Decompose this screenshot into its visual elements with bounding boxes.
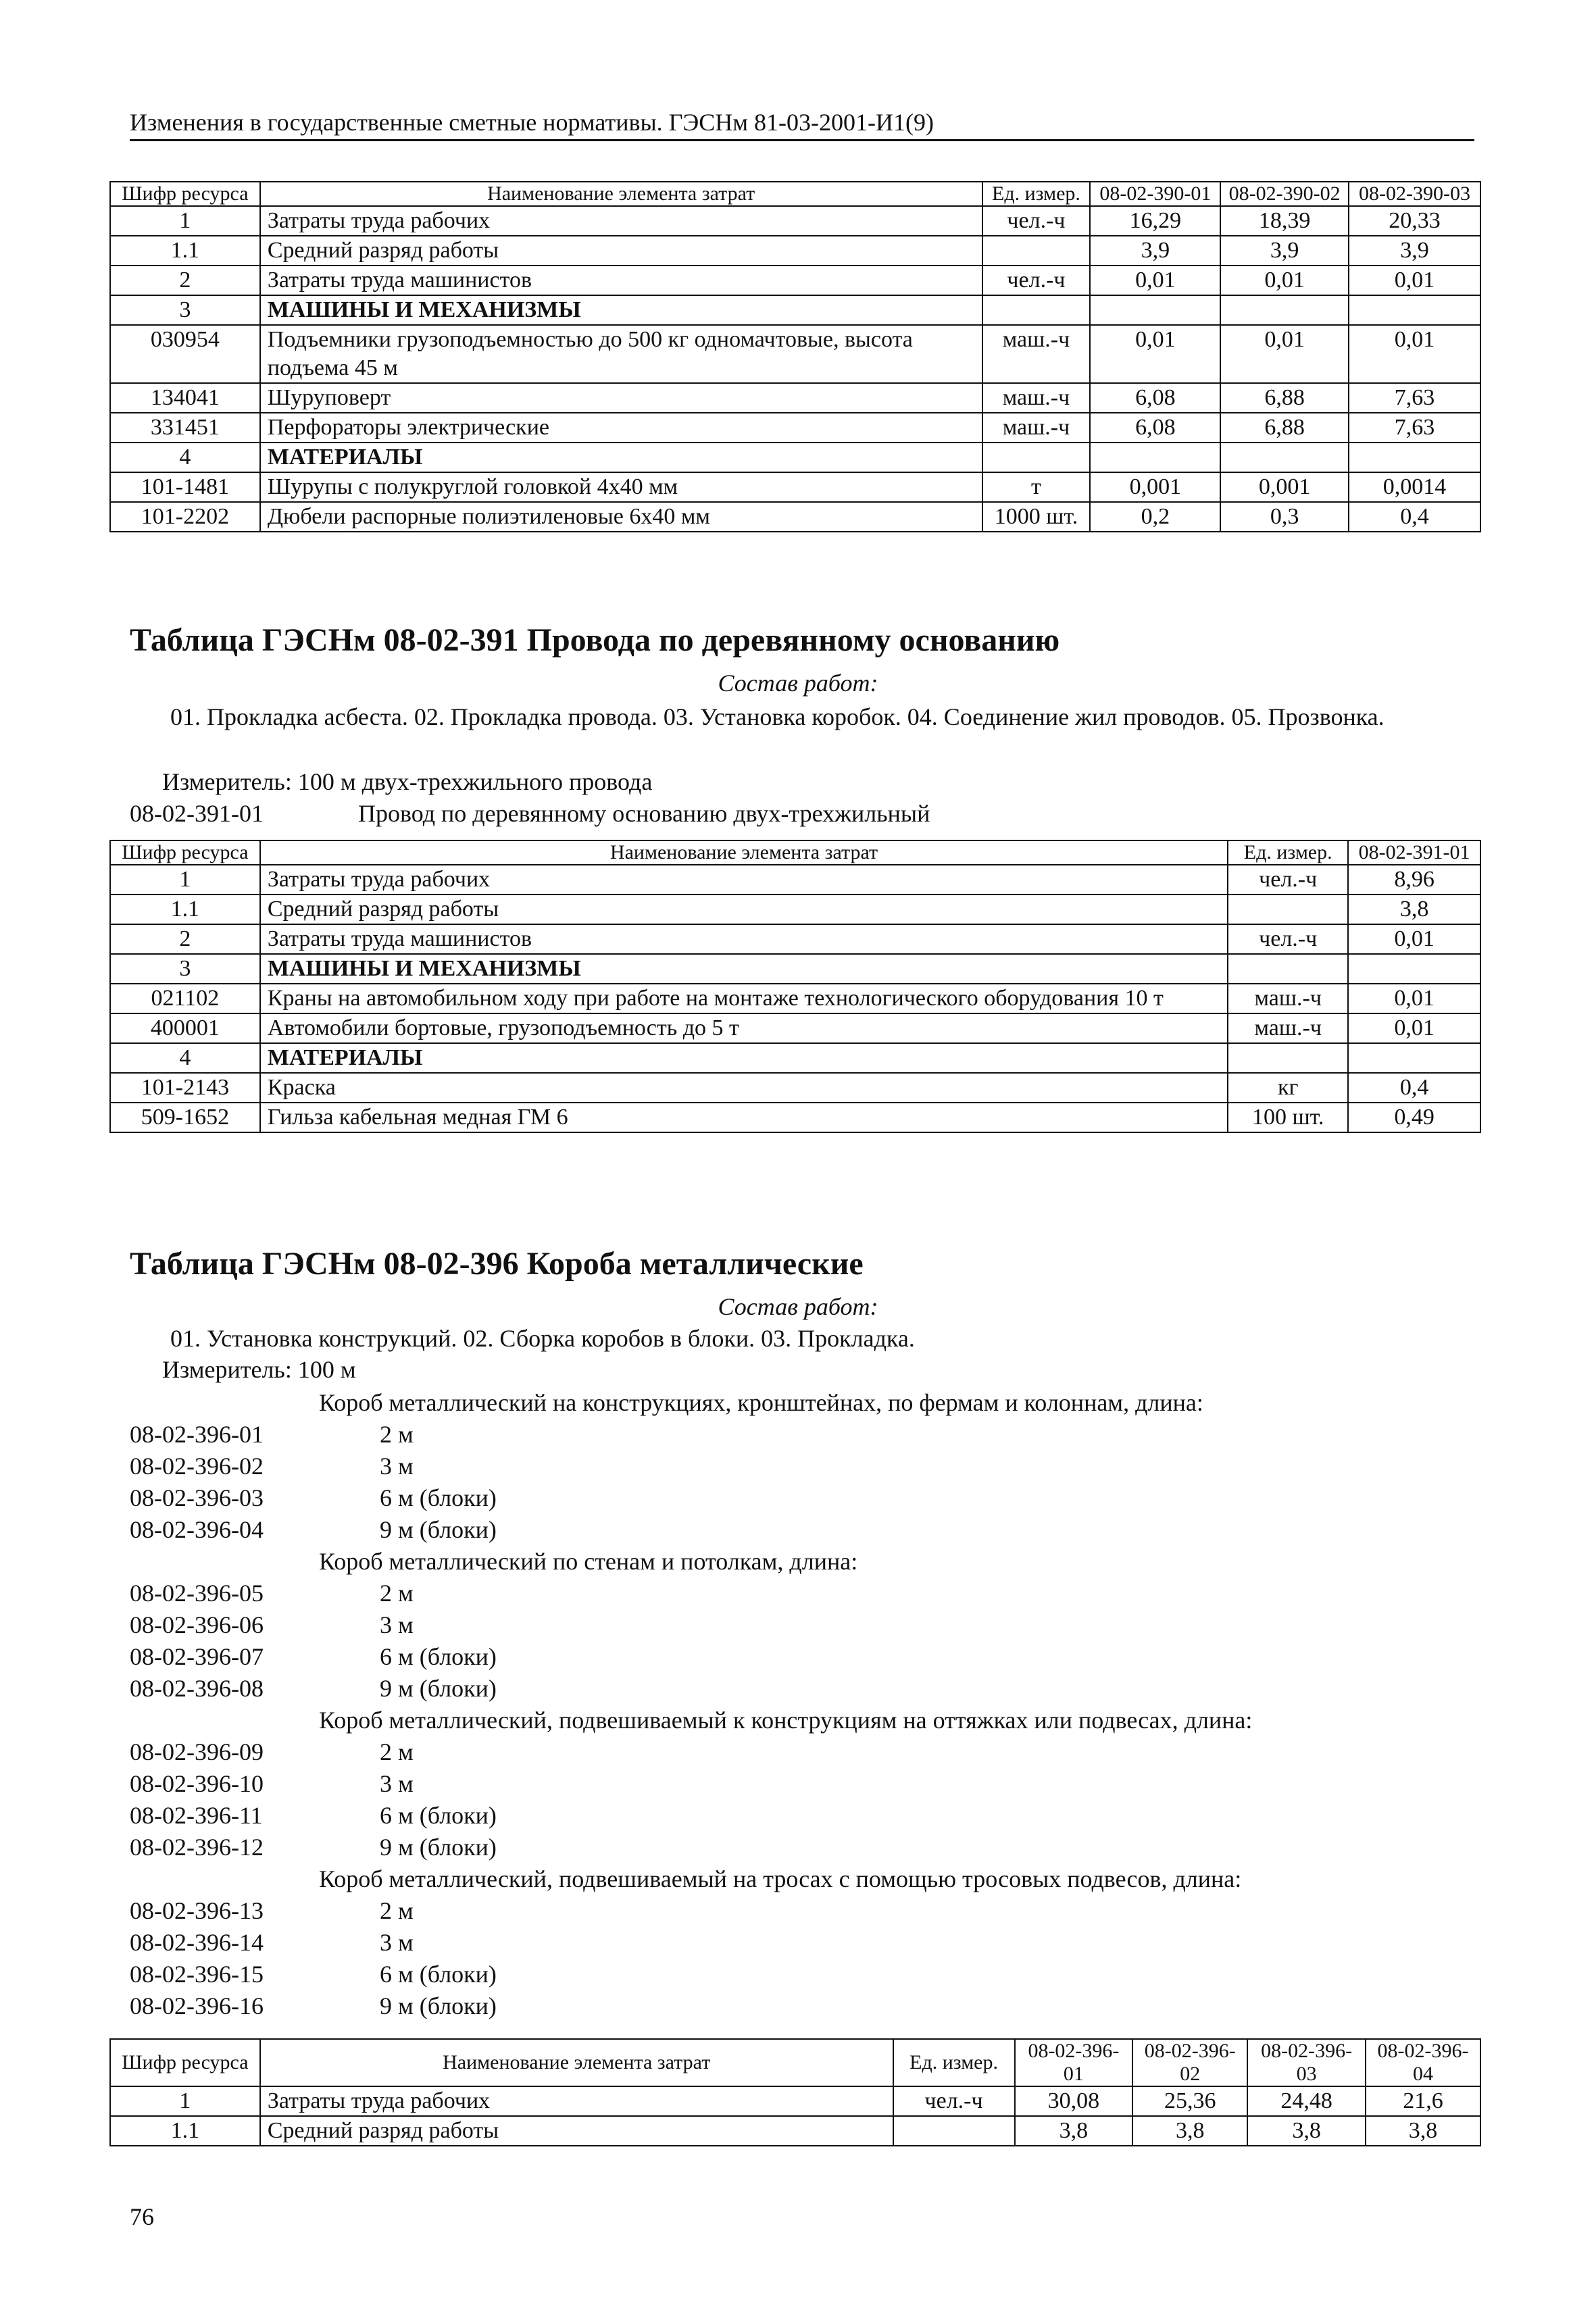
unit-cell: 100 шт.	[1228, 1103, 1348, 1132]
value-cell: 0,01	[1220, 266, 1349, 295]
cost-element-cell: Гильза кабельная медная ГМ 6	[260, 1103, 1228, 1132]
value-cell: 0,01	[1348, 984, 1480, 1013]
norm-length: 3 м	[380, 1929, 414, 1956]
resource-code-cell: 2	[110, 924, 260, 954]
value-cell: 0,01	[1348, 1013, 1480, 1043]
value-cell	[1348, 954, 1480, 984]
norm-length: 2 м	[380, 1738, 414, 1765]
list-item	[130, 1927, 1252, 1959]
unit-cell	[982, 443, 1091, 472]
table-row	[110, 865, 1480, 895]
table-row	[110, 383, 1480, 413]
norm-length: 2 м	[380, 1580, 414, 1607]
section-396-meter: Измеритель: 100 м	[162, 1356, 356, 1383]
cost-element-cell: Перфораторы электрические	[260, 413, 982, 443]
value-cell: 20,33	[1349, 206, 1480, 236]
value-cell: 0,01	[1349, 266, 1480, 295]
value-cell: 0,4	[1348, 1073, 1480, 1103]
value-cell	[1220, 443, 1349, 472]
value-cell: 0,49	[1348, 1103, 1480, 1132]
value-cell: 18,39	[1220, 206, 1349, 236]
value-cell: 24,48	[1247, 2086, 1366, 2116]
value-cell: 0,3	[1220, 502, 1349, 532]
norm-code: 08-02-396-05	[130, 1580, 264, 1607]
norm-code: 08-02-396-08	[130, 1675, 264, 1702]
unit-cell: маш.-ч	[982, 413, 1091, 443]
table-row	[110, 266, 1480, 295]
norm-code: 08-02-396-13	[130, 1897, 264, 1924]
value-cell: 6,08	[1090, 383, 1220, 413]
cost-element-cell: Краны на автомобильном ходу при работе на монтаже технологического оборудования 10 т	[260, 984, 1228, 1013]
norm-code: 08-02-396-04	[130, 1516, 264, 1543]
table-row	[110, 443, 1480, 472]
table-row	[110, 1013, 1480, 1043]
cost-element-cell: Затраты труда машинистов	[260, 924, 1228, 954]
resource-code-cell: 1	[110, 865, 260, 895]
section-391-composition: 01. Прокладка асбеста. 02. Прокладка провода. 03. Установка коробок. 04. Соединение жил проводов. 05. Прозвонка.	[170, 703, 1385, 730]
norm-length: 6 м (блоки)	[380, 1802, 497, 1829]
cost-element-cell: Средний разряд работы	[260, 895, 1228, 924]
unit-cell	[1228, 954, 1348, 984]
unit-cell: маш.-ч	[1228, 1013, 1348, 1043]
unit-cell	[1228, 1043, 1348, 1073]
norm-length: 6 м (блоки)	[380, 1643, 497, 1670]
value-cell	[1090, 295, 1220, 325]
section-396-code-list	[130, 1387, 1252, 2022]
column-header: 08-02-390-02	[1220, 182, 1349, 206]
norm-code: 08-02-396-06	[130, 1611, 264, 1638]
column-header: Наименование элемента затрат	[260, 182, 982, 206]
value-cell	[1220, 295, 1349, 325]
column-header: Ед. измер.	[982, 182, 1091, 206]
unit-cell: маш.-ч	[982, 325, 1091, 383]
value-cell: 0,01	[1090, 266, 1220, 295]
value-cell: 3,9	[1220, 236, 1349, 266]
unit-cell: маш.-ч	[1228, 984, 1348, 1013]
cost-element-cell: МАШИНЫ И МЕХАНИЗМЫ	[260, 295, 982, 325]
norm-code: 08-02-396-11	[130, 1802, 263, 1829]
section-396-title: Таблица ГЭСНм 08-02-396 Короба металлические	[130, 1246, 864, 1282]
section-391-title: Таблица ГЭСНм 08-02-391 Провода по деревянному основанию	[130, 622, 1060, 658]
cost-element-cell: Шурупы с полукруглой головкой 4х40 мм	[260, 472, 982, 502]
cost-element-cell: Затраты труда рабочих	[260, 206, 982, 236]
resource-code-cell: 1	[110, 2086, 260, 2116]
resource-code-cell: 509-1652	[110, 1103, 260, 1132]
list-item	[130, 1419, 1252, 1451]
norm-code: 08-02-396-03	[130, 1484, 264, 1511]
norm-code: 08-02-396-02	[130, 1453, 264, 1480]
norm-code: 08-02-396-01	[130, 1421, 264, 1448]
list-item	[130, 1451, 1252, 1482]
value-cell: 0,01	[1348, 924, 1480, 954]
value-cell: 3,8	[1247, 2116, 1366, 2146]
list-item	[130, 1895, 1252, 1927]
norm-length: 9 м (блоки)	[380, 1675, 497, 1702]
value-cell: 0,001	[1220, 472, 1349, 502]
norm-code: 08-02-396-12	[130, 1834, 264, 1861]
list-group-heading: Короб металлический, подвешиваемый к конструкциям на оттяжках или подвесах, длина:	[319, 1707, 1253, 1734]
list-group-heading: Короб металлический на конструкциях, кронштейнах, по фермам и колоннам, длина:	[319, 1389, 1203, 1416]
column-header: Шифр ресурса	[110, 2039, 260, 2086]
column-header: 08-02-396-02	[1132, 2039, 1247, 2086]
resource-code-cell: 030954	[110, 325, 260, 383]
table-row	[110, 954, 1480, 984]
column-header: Шифр ресурса	[110, 840, 260, 865]
value-cell: 3,9	[1090, 236, 1220, 266]
column-header: 08-02-391-01	[1348, 840, 1480, 865]
column-header: 08-02-396-01	[1015, 2039, 1133, 2086]
resource-code-cell: 1.1	[110, 895, 260, 924]
resource-code-cell: 4	[110, 1043, 260, 1073]
table-row	[110, 502, 1480, 532]
page-number: 76	[130, 2203, 154, 2230]
list-item	[130, 1514, 1252, 1546]
table-row	[110, 295, 1480, 325]
column-header: Ед. измер.	[893, 2039, 1015, 2086]
unit-cell: т	[982, 472, 1091, 502]
page-header: Изменения в государственные сметные нормативы. ГЭСНм 81-03-2001-И1(9)	[130, 108, 1474, 141]
table-row	[110, 236, 1480, 266]
value-cell: 30,08	[1015, 2086, 1133, 2116]
list-group-heading: Короб металлический, подвешиваемый на тросах с помощью тросовых подвесов, длина:	[319, 1865, 1242, 1892]
table-row	[110, 1073, 1480, 1103]
table-row	[110, 895, 1480, 924]
value-cell: 21,6	[1366, 2086, 1480, 2116]
value-cell: 25,36	[1132, 2086, 1247, 2116]
list-item	[130, 1673, 1252, 1705]
cost-element-cell: МАШИНЫ И МЕХАНИЗМЫ	[260, 954, 1228, 984]
resource-code-cell: 400001	[110, 1013, 260, 1043]
unit-cell: маш.-ч	[982, 383, 1091, 413]
column-header: Наименование элемента затрат	[260, 840, 1228, 865]
norm-code: 08-02-396-10	[130, 1770, 264, 1797]
value-cell: 16,29	[1090, 206, 1220, 236]
resource-code-cell: 101-1481	[110, 472, 260, 502]
column-header: 08-02-390-03	[1349, 182, 1480, 206]
cost-element-cell: Затраты труда машинистов	[260, 266, 982, 295]
value-cell: 7,63	[1349, 413, 1480, 443]
resource-code-cell: 2	[110, 266, 260, 295]
unit-cell: кг	[1228, 1073, 1348, 1103]
value-cell: 0,01	[1220, 325, 1349, 383]
value-cell: 3,8	[1348, 895, 1480, 924]
list-group-heading: Короб металлический по стенам и потолкам, длина:	[319, 1548, 858, 1575]
resource-code-cell: 3	[110, 954, 260, 984]
resource-code-cell: 1.1	[110, 2116, 260, 2146]
unit-cell	[893, 2116, 1015, 2146]
cost-element-cell: Подъемники грузоподъемностью до 500 кг одномачтовые, высота подъема 45 м	[260, 325, 982, 383]
resource-code-cell: 3	[110, 295, 260, 325]
value-cell: 3,8	[1015, 2116, 1133, 2146]
column-header: Шифр ресурса	[110, 182, 260, 206]
value-cell: 8,96	[1348, 865, 1480, 895]
norm-code: 08-02-396-15	[130, 1961, 264, 1988]
cost-element-cell: Средний разряд работы	[260, 236, 982, 266]
table-row	[110, 1043, 1480, 1073]
value-cell: 0,0014	[1349, 472, 1480, 502]
table-08-02-391	[109, 840, 1481, 1133]
section-396-composition-label: Состав работ:	[718, 1293, 878, 1320]
cost-element-cell: Краска	[260, 1073, 1228, 1103]
column-header: Наименование элемента затрат	[260, 2039, 893, 2086]
unit-cell	[1228, 895, 1348, 924]
cost-element-cell: Средний разряд работы	[260, 2116, 893, 2146]
value-cell	[1090, 443, 1220, 472]
table-row	[110, 472, 1480, 502]
unit-cell	[982, 295, 1091, 325]
value-cell: 7,63	[1349, 383, 1480, 413]
cost-element-cell: Дюбели распорные полиэтиленовые 6х40 мм	[260, 502, 982, 532]
list-item	[130, 1800, 1252, 1832]
section-391-meter: Измеритель: 100 м двух-трехжильного провода	[162, 768, 653, 795]
section-396-composition: 01. Установка конструкций. 02. Сборка коробов в блоки. 03. Прокладка.	[170, 1325, 915, 1352]
norm-length: 9 м (блоки)	[380, 1992, 497, 2019]
norm-length: 2 м	[380, 1897, 414, 1924]
value-cell: 3,8	[1366, 2116, 1480, 2146]
table-header-row	[110, 2039, 1480, 2086]
resource-code-cell: 1.1	[110, 236, 260, 266]
value-cell: 6,88	[1220, 413, 1349, 443]
list-item	[130, 1609, 1252, 1641]
norm-length: 3 м	[380, 1453, 414, 1480]
resource-code-cell: 101-2143	[110, 1073, 260, 1103]
value-cell: 3,9	[1349, 236, 1480, 266]
cost-element-cell: МАТЕРИАЛЫ	[260, 443, 982, 472]
table-row	[110, 2116, 1480, 2146]
list-item	[130, 1578, 1252, 1609]
norm-code: 08-02-396-16	[130, 1992, 264, 2019]
value-cell: 0,001	[1090, 472, 1220, 502]
table-08-02-390	[109, 181, 1481, 532]
unit-cell: чел.-ч	[1228, 924, 1348, 954]
cost-element-cell: Затраты труда рабочих	[260, 865, 1228, 895]
list-item	[130, 1959, 1252, 1990]
cost-element-cell: МАТЕРИАЛЫ	[260, 1043, 1228, 1073]
table-row	[110, 413, 1480, 443]
unit-cell: чел.-ч	[982, 206, 1091, 236]
cost-element-cell: Шуруповерт	[260, 383, 982, 413]
column-header: Ед. измер.	[1228, 840, 1348, 865]
value-cell: 0,2	[1090, 502, 1220, 532]
table-08-02-396	[109, 2038, 1481, 2146]
list-item	[130, 1736, 1252, 1768]
value-cell	[1349, 295, 1480, 325]
norm-length: 3 м	[380, 1611, 414, 1638]
norm-length: 6 м (блоки)	[380, 1484, 497, 1511]
list-item	[130, 1768, 1252, 1800]
unit-cell: 1000 шт.	[982, 502, 1091, 532]
norm-length: 9 м (блоки)	[380, 1834, 497, 1861]
section-391-code: 08-02-391-01	[130, 800, 264, 827]
column-header: 08-02-390-01	[1090, 182, 1220, 206]
column-header: 08-02-396-03	[1247, 2039, 1366, 2086]
table-row	[110, 1103, 1480, 1132]
list-item	[130, 1482, 1252, 1514]
value-cell	[1349, 443, 1480, 472]
table-row	[110, 2086, 1480, 2116]
resource-code-cell: 1	[110, 206, 260, 236]
norm-code: 08-02-396-09	[130, 1738, 264, 1765]
resource-code-cell: 021102	[110, 984, 260, 1013]
list-item	[130, 1990, 1252, 2022]
section-391-code-desc: Провод по деревянному основанию двух-трехжильный	[358, 800, 930, 827]
resource-code-cell: 101-2202	[110, 502, 260, 532]
value-cell: 3,8	[1132, 2116, 1247, 2146]
value-cell: 6,08	[1090, 413, 1220, 443]
value-cell: 0,01	[1090, 325, 1220, 383]
resource-code-cell: 4	[110, 443, 260, 472]
table-row	[110, 206, 1480, 236]
resource-code-cell: 134041	[110, 383, 260, 413]
unit-cell: чел.-ч	[893, 2086, 1015, 2116]
unit-cell: чел.-ч	[982, 266, 1091, 295]
norm-length: 2 м	[380, 1421, 414, 1448]
cost-element-cell: Автомобили бортовые, грузоподъемность до 5 т	[260, 1013, 1228, 1043]
norm-code: 08-02-396-07	[130, 1643, 264, 1670]
table-row	[110, 924, 1480, 954]
table-header-row	[110, 182, 1480, 206]
norm-length: 9 м (блоки)	[380, 1516, 497, 1543]
resource-code-cell: 331451	[110, 413, 260, 443]
norm-length: 3 м	[380, 1770, 414, 1797]
value-cell: 0,4	[1349, 502, 1480, 532]
cost-element-cell: Затраты труда рабочих	[260, 2086, 893, 2116]
unit-cell	[982, 236, 1091, 266]
column-header: 08-02-396-04	[1366, 2039, 1480, 2086]
table-row	[110, 984, 1480, 1013]
table-header-row	[110, 840, 1480, 865]
unit-cell: чел.-ч	[1228, 865, 1348, 895]
norm-code: 08-02-396-14	[130, 1929, 264, 1956]
list-item	[130, 1641, 1252, 1673]
value-cell: 0,01	[1349, 325, 1480, 383]
value-cell	[1348, 1043, 1480, 1073]
norm-length: 6 м (блоки)	[380, 1961, 497, 1988]
section-391-composition-label: Состав работ:	[718, 670, 878, 697]
list-item	[130, 1832, 1252, 1863]
value-cell: 6,88	[1220, 383, 1349, 413]
table-row	[110, 325, 1480, 383]
